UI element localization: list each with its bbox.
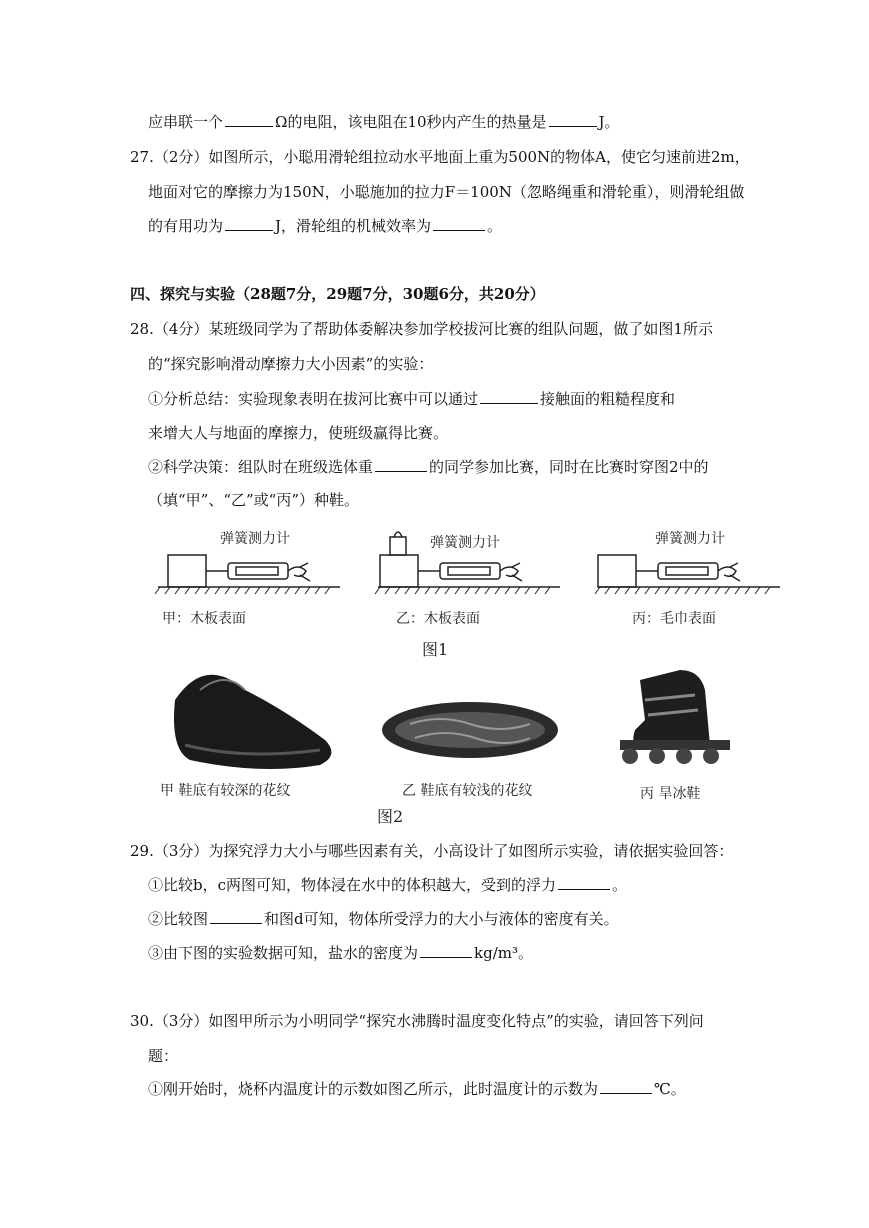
text: 的有用功为 xyxy=(148,217,224,235)
answer-blank[interactable] xyxy=(225,216,273,231)
answer-blank[interactable] xyxy=(600,1079,652,1094)
answer-blank[interactable] xyxy=(210,909,262,924)
q29-line-4 xyxy=(148,943,533,963)
spring-scale-label: 弹簧测力计 xyxy=(220,531,290,547)
figure-2 xyxy=(140,660,790,830)
answer-blank[interactable] xyxy=(480,389,538,404)
text: 接触面的粗糙程度和 xyxy=(540,390,676,408)
figure-2-panel-label: 甲 鞋底有较深的花纹 xyxy=(160,783,291,799)
figure-2-panel-label: 乙 鞋底有较浅的花纹 xyxy=(402,783,533,799)
q28-line-1: 28.（4分）某班级同学为了帮助体委解决参加学校拔河比赛的组队问题，做了如图1所示 xyxy=(130,320,713,338)
q30-line-2: 题： xyxy=(148,1047,179,1065)
answer-blank[interactable] xyxy=(433,216,485,231)
section-heading: 四、探究与实验（28题7分，29题7分，30题6分，共20分） xyxy=(130,285,545,303)
q28-line-2: 的“探究影响滑动摩擦力大小因素”的实验： xyxy=(148,355,434,373)
shoe-shallow-tread xyxy=(382,702,558,758)
figure-2-caption: 图2 xyxy=(377,807,404,826)
figure-1-caption: 图1 xyxy=(422,640,449,659)
q28-line-5 xyxy=(148,457,709,477)
text: J，滑轮组的机械效率为 xyxy=(275,217,432,235)
answer-blank[interactable] xyxy=(420,943,472,958)
spring-scale-label: 弹簧测力计 xyxy=(430,535,500,551)
text: J。 xyxy=(598,113,620,131)
figure-1-panel-label: 丙：毛巾表面 xyxy=(632,611,716,627)
figure-1-panel-label: 乙：木板表面 xyxy=(396,611,480,627)
figure-1-panel-label: 甲：木板表面 xyxy=(162,611,246,627)
text: kg/m³。 xyxy=(474,944,533,962)
q26-line xyxy=(148,112,620,132)
answer-blank[interactable] xyxy=(549,112,597,127)
text: 和图d可知，物体所受浮力的大小与液体的密度有关。 xyxy=(264,910,619,928)
figure-1-panel-jia xyxy=(155,555,340,594)
text: ①比较b，c两图可知，物体浸在水中的体积越大，受到的浮力 xyxy=(148,876,557,894)
q28-line-4: 来增大人与地面的摩擦力，使班级赢得比赛。 xyxy=(148,424,449,442)
text: 应串联一个 xyxy=(148,113,224,131)
q30-line-3 xyxy=(148,1079,686,1099)
answer-blank[interactable] xyxy=(225,112,273,127)
figure-1 xyxy=(140,515,790,665)
roller-skate xyxy=(620,670,730,764)
answer-blank[interactable] xyxy=(375,457,427,472)
figure-2-panel-label: 丙 旱冰鞋 xyxy=(640,786,701,802)
q28-line-6: （填“甲”、“乙”或“丙”）种鞋。 xyxy=(148,491,360,509)
text: ①刚开始时，烧杯内温度计的示数如图乙所示，此时温度计的示数为 xyxy=(148,1080,599,1098)
q27-line-1: 27.（2分）如图所示，小聪用滑轮组拉动水平地面上重为500N的物体A，使它匀速前进2m， xyxy=(130,148,750,166)
q28-line-3 xyxy=(148,389,675,409)
text: ℃。 xyxy=(654,1080,686,1098)
figure-1-panel-bing xyxy=(595,555,780,594)
text: ①分析总结：实验现象表明在拔河比赛中可以通过 xyxy=(148,390,479,408)
q29-line-2 xyxy=(148,875,627,895)
spring-scale-label: 弹簧测力计 xyxy=(655,531,725,547)
q27-line-3 xyxy=(148,216,502,236)
q30-line-1: 30.（3分）如图甲所示为小明同学“探究水沸腾时温度变化特点”的实验，请回答下列问 xyxy=(130,1012,704,1030)
text: 。 xyxy=(487,217,503,235)
answer-blank[interactable] xyxy=(558,875,610,890)
q27-line-2: 地面对它的摩擦力为150N，小聪施加的拉力F＝100N（忽略绳重和滑轮重），则滑轮组做 xyxy=(148,183,745,201)
text: 的同学参加比赛，同时在比赛时穿图2中的 xyxy=(429,458,709,476)
text: ②比较图 xyxy=(148,910,209,928)
text: ③由下图的实验数据可知，盐水的密度为 xyxy=(148,944,419,962)
q29-line-1: 29.（3分）为探究浮力大小与哪些因素有关，小高设计了如图所示实验，请依据实验回答： xyxy=(130,842,734,860)
text: 。 xyxy=(612,876,628,894)
shoe-deep-tread xyxy=(174,675,331,769)
q29-line-3 xyxy=(148,909,619,929)
text: ②科学决策：组队时在班级选体重 xyxy=(148,458,374,476)
text: Ω的电阻，该电阻在10秒内产生的热量是 xyxy=(275,113,547,131)
